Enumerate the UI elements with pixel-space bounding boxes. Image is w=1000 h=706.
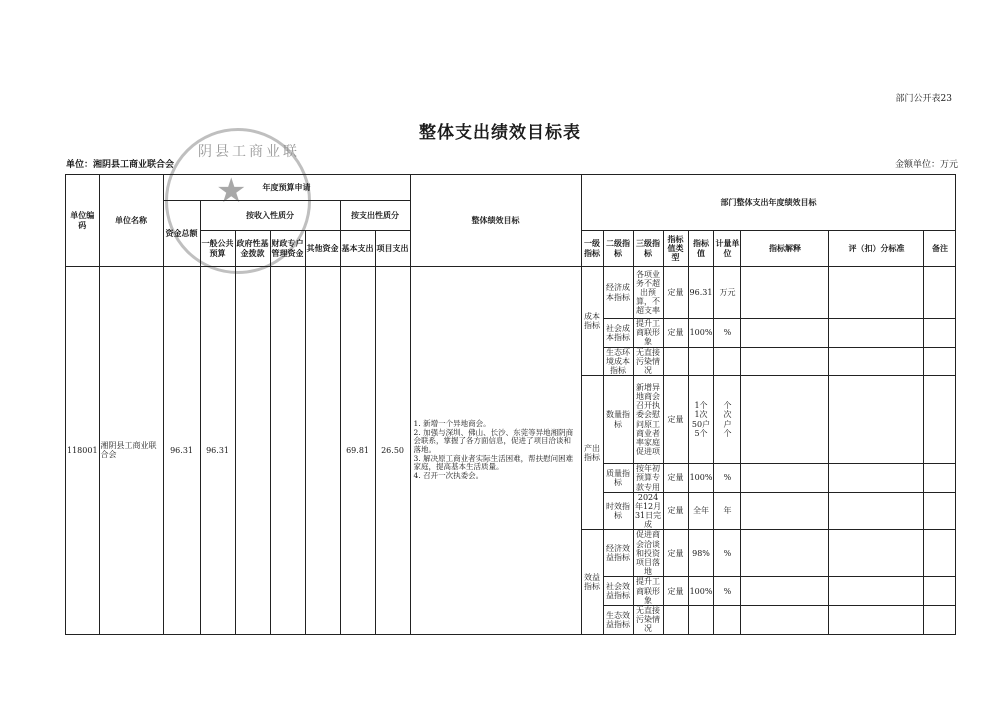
explain-cell (741, 530, 829, 577)
note-cell (924, 577, 956, 606)
type-cell (663, 605, 688, 634)
note-cell (924, 376, 956, 464)
cell-general-budget: 96.31 (200, 267, 235, 635)
type-cell: 定量 (663, 376, 688, 464)
unit-cell: % (714, 577, 741, 606)
explain-cell (741, 376, 829, 464)
note-cell (924, 605, 956, 634)
header-note: 备注 (924, 231, 956, 267)
lvl3-cell: 新增异地商会召开执委会慰问原工商业者率家庭促进项 (633, 376, 663, 464)
cell-total-funds: 96.31 (163, 267, 200, 635)
cell-project-exp: 26.50 (375, 267, 410, 635)
header-project-exp: 项目支出 (375, 231, 410, 267)
header-dept-goal: 部门整体支出年度绩效目标 (581, 175, 956, 231)
lvl2-cell: 社会效益指标 (603, 577, 633, 606)
header-total-funds: 资金总额 (163, 201, 200, 267)
seal-text: 阴县工商业联 (198, 144, 300, 160)
note-cell (924, 464, 956, 493)
header-score: 评（扣）分标准 (829, 231, 924, 267)
unit-cell: % (714, 530, 741, 577)
header-value: 指标值 (688, 231, 714, 267)
unit-cell: % (714, 464, 741, 493)
value-cell: 100% (688, 319, 714, 348)
explain-cell (741, 267, 829, 319)
header-special-fund: 财政专户管理资金 (270, 231, 305, 267)
lvl3-cell: 2024年12月31日完成 (634, 492, 662, 530)
header-unit: 计量单位 (714, 231, 741, 267)
unit-cell (714, 605, 741, 634)
value-cell (688, 347, 714, 376)
value-cell: 100% (688, 577, 714, 606)
header-lvl2: 二级指标 (603, 231, 633, 267)
type-cell: 定量 (663, 492, 688, 530)
explain-cell (741, 319, 829, 348)
unit-label: 单位：湘阴县工商业联合会 (66, 160, 175, 170)
score-cell (829, 577, 924, 606)
type-cell: 定量 (663, 464, 688, 493)
lvl2-cell: 生态环境成本指标 (603, 347, 633, 376)
explain-cell (741, 464, 829, 493)
note-cell (924, 492, 956, 530)
amount-unit-label: 金额单位：万元 (894, 160, 958, 170)
score-cell (829, 267, 924, 319)
score-cell (829, 319, 924, 348)
performance-table (65, 174, 956, 635)
note-cell (924, 347, 956, 376)
header-gov-fund: 政府性基金拨款 (235, 231, 270, 267)
header-general-budget: 一般公共预算 (200, 231, 235, 267)
note-cell (924, 267, 956, 319)
cell-gov-fund (235, 267, 270, 635)
explain-cell (741, 605, 829, 634)
type-cell: 定量 (663, 530, 688, 577)
header-explain: 指标解释 (741, 231, 829, 267)
type-cell (663, 347, 688, 376)
page-title: 整体支出绩效目标表 (419, 123, 581, 143)
unit-cell: 个 次 户 个 (714, 376, 741, 464)
lvl3-cell: 促进商会洽谈和投资项目落地 (633, 530, 663, 577)
lvl2-cell: 生态效益指标 (603, 605, 633, 634)
explain-cell (741, 347, 829, 376)
lvl3-cell: 无直接污染情况 (633, 605, 663, 634)
table-number: 部门公开表23 (895, 94, 952, 104)
header-value-type: 指标值类型 (663, 231, 688, 267)
lvl2-cell: 数量指标 (603, 376, 633, 464)
score-cell (829, 492, 924, 530)
header-basic-exp: 基本支出 (340, 231, 375, 267)
lvl1-output: 产出指标 (581, 376, 603, 530)
lvl2-cell: 质量指标 (603, 464, 633, 493)
header-lvl3: 三级指标 (633, 231, 663, 267)
header-annual-budget: 年度预算申请 (163, 175, 410, 201)
score-cell (829, 605, 924, 634)
lvl3-cell: 各项业务不超出预算，不超支率 (633, 267, 663, 319)
cell-other-fund (305, 267, 340, 635)
explain-cell (741, 577, 829, 606)
lvl3-cell: 无直接污染情况 (633, 347, 663, 376)
header-by-expense: 按支出性质分 (340, 201, 410, 231)
cell-basic-exp: 69.81 (340, 267, 375, 635)
cell-special-fund (270, 267, 305, 635)
cell-unit-code: 118001 (66, 267, 100, 635)
seal-star-icon: ★ (216, 171, 247, 211)
cell-unit-name: 湘阴县工商业联合会 (99, 267, 163, 635)
unit-cell: % (714, 319, 741, 348)
value-cell: 100% (688, 464, 714, 493)
header-unit-name: 单位名称 (99, 175, 163, 267)
lvl2-cell: 经济成本指标 (603, 267, 633, 319)
type-cell: 定量 (663, 267, 688, 319)
lvl2-cell: 社会成本指标 (603, 319, 633, 348)
lvl2-cell: 经济效益指标 (603, 530, 633, 577)
lvl3-cell: 提升工商联形象 (633, 319, 663, 348)
value-cell: 96.31 (688, 267, 714, 319)
value-cell: 1个 1次 50户 5个 (688, 376, 714, 464)
score-cell (829, 347, 924, 376)
explain-cell (741, 492, 829, 530)
header-other-fund: 其他资金 (305, 231, 340, 267)
note-cell (924, 530, 956, 577)
unit-cell (714, 347, 741, 376)
score-cell (829, 530, 924, 577)
score-cell (829, 464, 924, 493)
header-unit-code: 单位编码 (66, 175, 100, 267)
value-cell: 98% (688, 530, 714, 577)
unit-cell: 万元 (714, 267, 741, 319)
header-overall-goal: 整体绩效目标 (410, 175, 581, 267)
value-cell: 全年 (688, 492, 714, 530)
cell-overall-goal: 1. 新增一个异地商会。 2. 加强与深圳、佛山、长沙、东莞等异地湘阴商会联系，掌握了各方面信息，促进了项目洽谈和落地。 3. 解决原工商业者实际生活困难，帮扶慰问困难家庭，提高基本生活质量。 4. 召开一次执委会。 (410, 267, 581, 635)
type-cell: 定量 (663, 577, 688, 606)
header-lvl1: 一级指标 (581, 231, 603, 267)
lvl3-cell: 按年初预算专款专用 (633, 464, 663, 493)
lvl1-cost: 成本指标 (581, 267, 603, 376)
unit-cell: 年 (714, 492, 741, 530)
lvl2-cell: 时效指标 (603, 492, 633, 530)
note-cell (924, 319, 956, 348)
score-cell (829, 376, 924, 464)
lvl3-cell: 提升工商联形象 (633, 577, 663, 606)
header-by-income: 按收入性质分 (200, 201, 340, 231)
lvl1-benefit: 效益指标 (581, 530, 603, 634)
type-cell: 定量 (663, 319, 688, 348)
value-cell (688, 605, 714, 634)
